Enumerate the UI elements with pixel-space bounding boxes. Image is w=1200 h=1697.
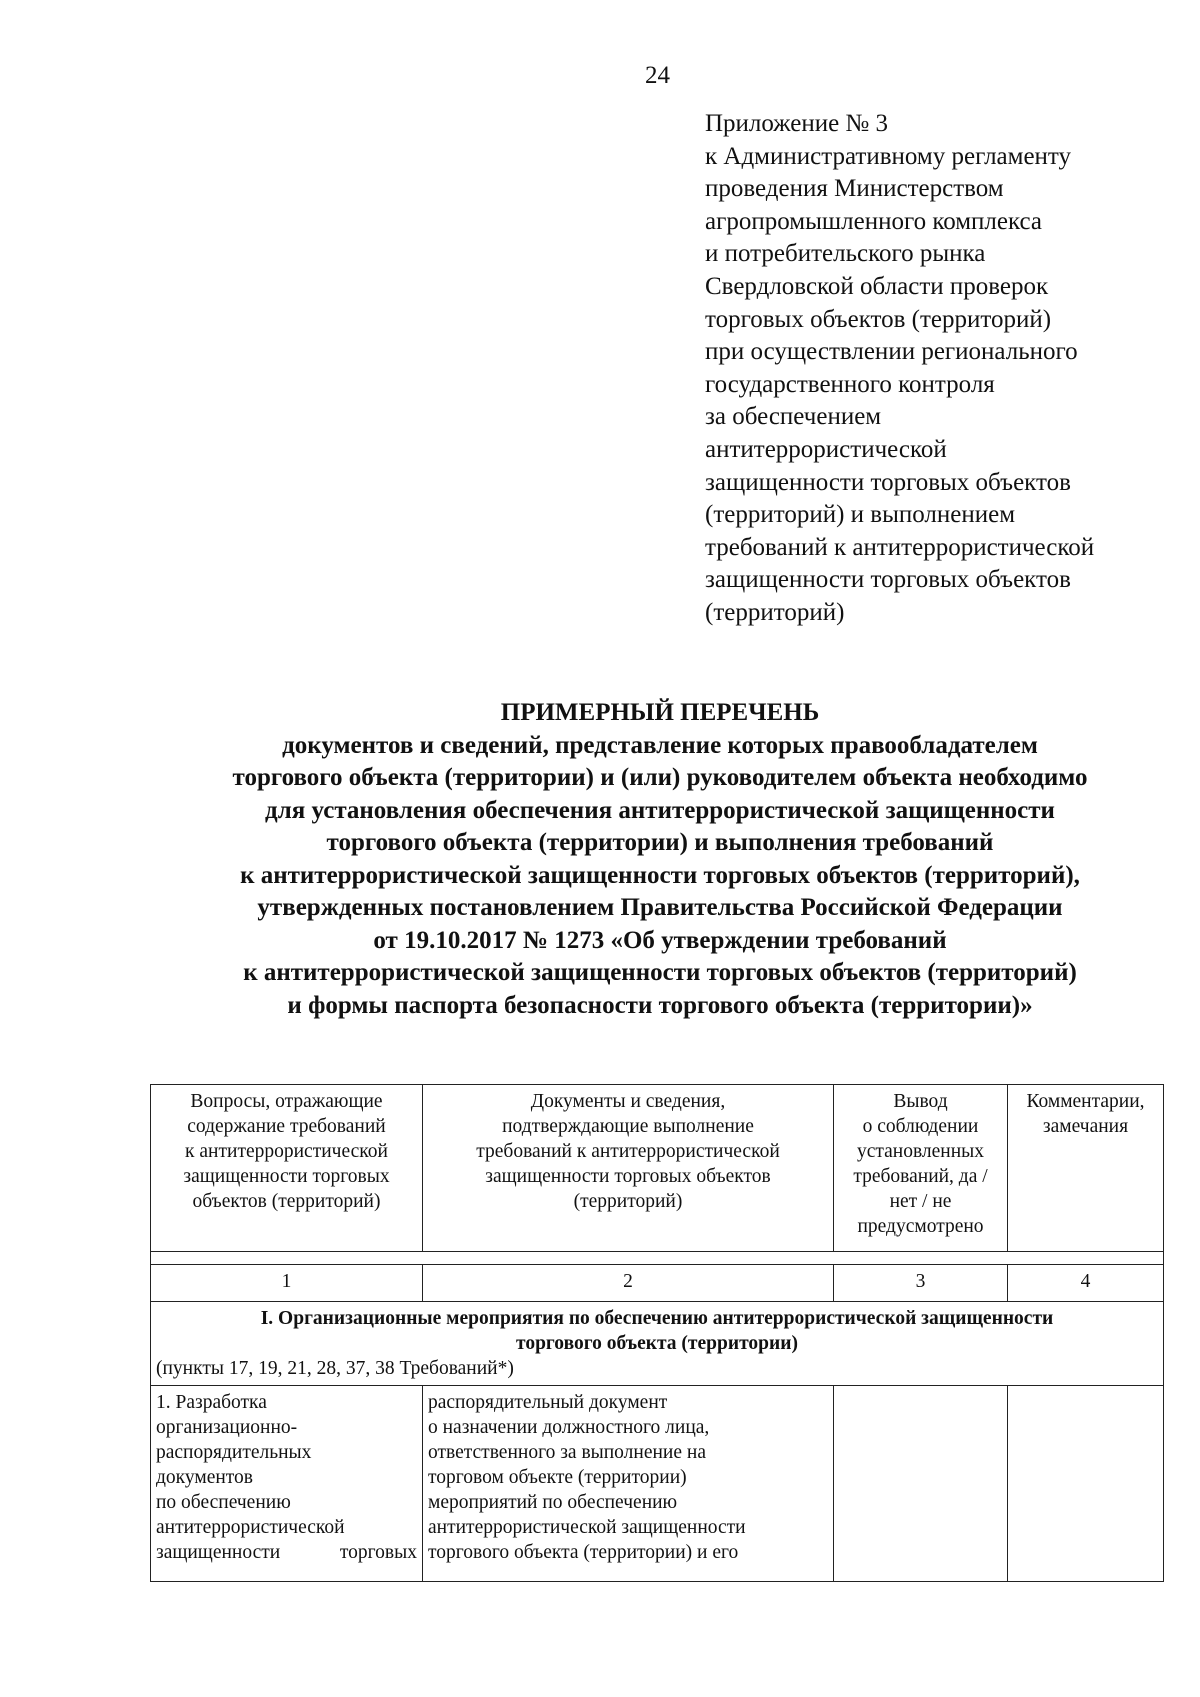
annex-line: защищенности торговых объектов	[705, 468, 1071, 496]
header-line: Вопросы, отражающие	[190, 1091, 383, 1112]
annex-line: за обеспечением	[705, 403, 882, 431]
header-line: установленных	[856, 1141, 985, 1162]
cell-line	[156, 1540, 417, 1565]
cell-word: торговых	[339, 1542, 417, 1563]
table-gap-row	[151, 1252, 1164, 1265]
annex-line: (территорий)	[705, 598, 845, 626]
annex-line: к Административному регламенту	[705, 142, 1072, 170]
title-line: от 19.10.2017 № 1273 «Об утверждении требований	[373, 926, 947, 954]
header-comments	[1008, 1085, 1164, 1252]
title-line: торгового объекта (территории) и выполнения требований	[326, 829, 994, 856]
cell-line: распорядительных	[156, 1442, 312, 1463]
header-line: содержание требований	[187, 1116, 386, 1137]
cell-line: антитеррористической защищенности	[428, 1517, 746, 1538]
annex-line: требований к антитеррористической	[705, 533, 1095, 561]
section-row	[151, 1302, 1164, 1386]
cell-line: о назначении должностного лица,	[428, 1417, 710, 1438]
title-line: и формы паспорта безопасности торгового объекта (территории)»	[287, 991, 1033, 1019]
annex-line: (территорий) и выполнением	[705, 501, 1016, 529]
section-note: (пункты 17, 19, 21, 28, 37, 38 Требований*)	[156, 1358, 514, 1379]
cell-line: ответственного за выполнение на	[428, 1442, 706, 1463]
column-number: 3	[834, 1265, 1008, 1302]
page-number: 24	[645, 62, 670, 89]
header-line: защищенности торговых объектов	[485, 1166, 771, 1187]
annex-line: государственного контроля	[705, 370, 995, 398]
header-line: нет / не	[889, 1191, 952, 1212]
cell-line: организационно-	[156, 1417, 298, 1438]
header-line: (территорий)	[573, 1191, 683, 1212]
header-line: предусмотрено	[857, 1216, 984, 1237]
column-number: 1	[151, 1265, 423, 1302]
header-line: Документы и сведения,	[530, 1091, 726, 1112]
header-line: подтверждающие выполнение	[502, 1116, 754, 1137]
section-title-line: I. Организационные мероприятия по обеспечению антитеррористической защищенности	[260, 1308, 1054, 1329]
title-line: к антитеррористической защищенности торговых объектов (территорий),	[240, 861, 1080, 889]
cell-word: защищенности	[156, 1542, 281, 1563]
cell-line: торгового объекта (территории) и его	[428, 1542, 739, 1563]
row1-conclusion	[834, 1386, 1008, 1582]
cell-line: по обеспечению	[156, 1492, 291, 1513]
header-line: объектов (территорий)	[192, 1191, 381, 1212]
annex-line: торговых объектов (территорий)	[705, 305, 1052, 333]
header-line: замечания	[1042, 1116, 1129, 1137]
annex-line: проведения Министерством	[705, 175, 1004, 203]
title-line: для установления обеспечения антитеррористической защищенности	[265, 796, 1055, 824]
header-line: о соблюдении	[862, 1116, 979, 1137]
header-line: Комментарии,	[1026, 1091, 1145, 1112]
annex-block	[705, 108, 1175, 630]
annex-line: агропромышленного комплекса	[705, 207, 1043, 235]
title-line: к антитеррористической защищенности торговых объектов (территорий)	[243, 959, 1077, 986]
column-number: 2	[423, 1265, 834, 1302]
row1-comments	[1008, 1386, 1164, 1582]
title-line: документов и сведений, представление которых правообладателем	[282, 731, 1038, 759]
header-line: Вывод	[893, 1091, 948, 1112]
column-number-row	[151, 1265, 1164, 1302]
cell-line: 1. Разработка	[156, 1392, 267, 1413]
header-line: требований к антитеррористической	[476, 1141, 780, 1162]
header-line: к антитеррористической	[185, 1141, 388, 1162]
title-line: торгового объекта (территории) и (или) руководителем объекта необходимо	[232, 764, 1088, 791]
section-title-line: торгового объекта (территории)	[516, 1333, 798, 1354]
cell-line: антитеррористической	[156, 1517, 345, 1538]
row1-documents	[423, 1386, 834, 1582]
annex-line: и потребительского рынка	[705, 240, 986, 268]
title-heading: ПРИМЕРНЫЙ ПЕРЕЧЕНЬ	[500, 699, 820, 726]
cell-line: документов	[156, 1467, 254, 1488]
header-questions	[151, 1085, 423, 1252]
column-number: 4	[1008, 1265, 1164, 1302]
title-line: утвержденных постановлением Правительства Российской Федерации	[257, 894, 1063, 921]
table-header-row	[151, 1085, 1164, 1252]
header-line: требований, да /	[853, 1166, 988, 1187]
annex-line: Приложение № 3	[705, 110, 889, 137]
document-title	[120, 697, 1200, 1022]
annex-line: защищенности торговых объектов	[705, 566, 1071, 594]
header-conclusion	[834, 1085, 1008, 1252]
cell-line: торговом объекте (территории)	[428, 1467, 687, 1488]
annex-line: при осуществлении регионального	[705, 338, 1078, 366]
row1-question	[151, 1386, 423, 1582]
annex-line: Свердловской области проверок	[705, 272, 1049, 300]
cell-line: распорядительный документ	[428, 1392, 668, 1413]
annex-line: антитеррористической	[705, 435, 947, 463]
requirements-table	[150, 1084, 1164, 1582]
section-heading	[151, 1302, 1164, 1386]
cell-line: мероприятий по обеспечению	[428, 1492, 678, 1513]
table-row	[151, 1386, 1164, 1582]
header-line: защищенности торговых	[183, 1166, 390, 1187]
header-documents	[423, 1085, 834, 1252]
